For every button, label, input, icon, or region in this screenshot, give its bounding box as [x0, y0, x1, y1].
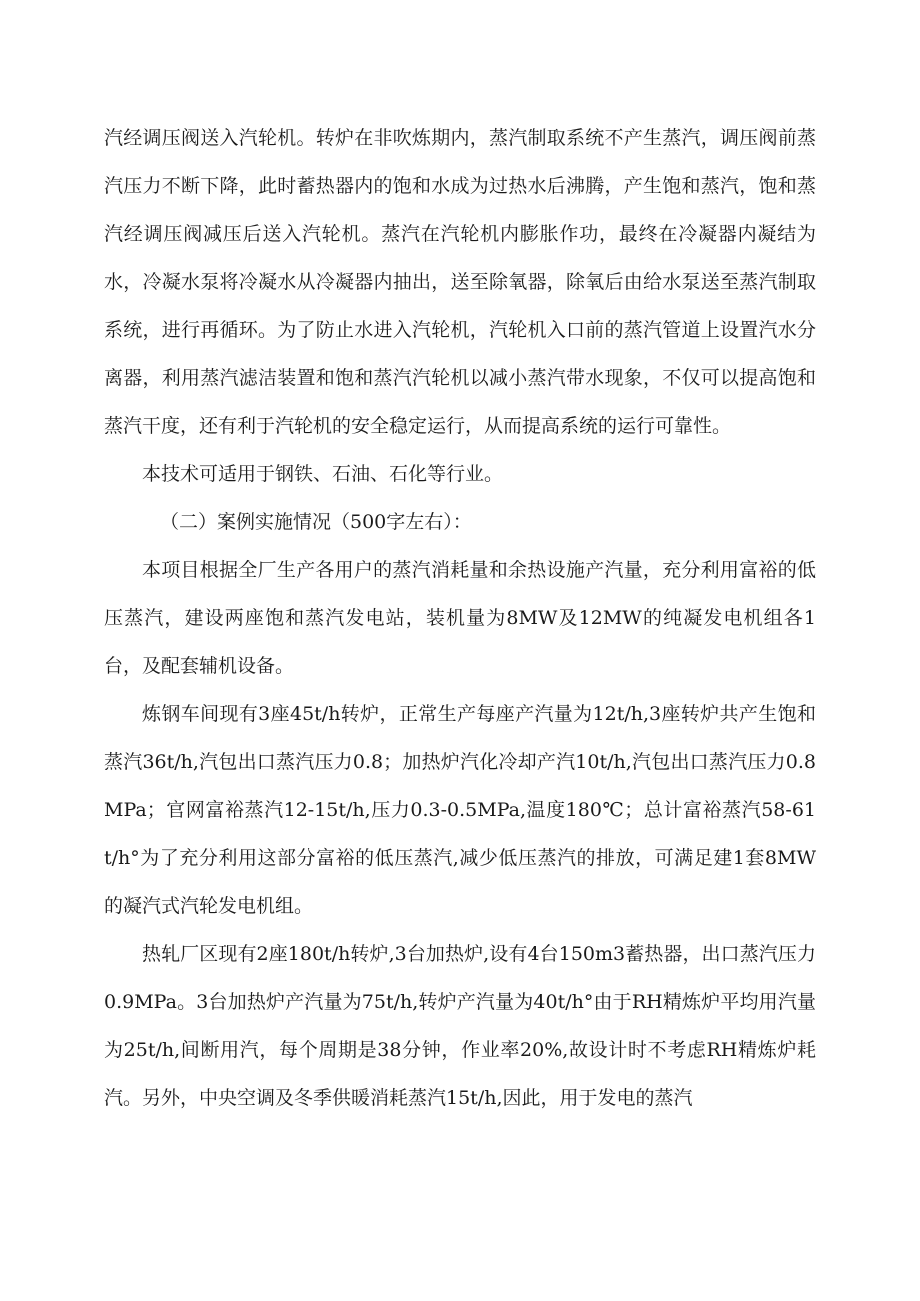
document-body [104, 114, 816, 1122]
paragraph-steam-turbine-process: 汽经调压阀送入汽轮机。转炉在非吹炼期内，蒸汽制取系统不产生蒸汽，调压阀前蒸汽压力不断下降，此时蓄热器内的饱和水成为过热水后沸腾，产生饱和蒸汽，饱和蒸汽经调压阀减压后送入汽轮机。蒸汽在汽轮机内膨胀作功，最终在冷凝器内凝结为水，冷凝水泵将冷凝水从冷凝器内抽出，送至除氧器，除氧后由给水泵送至蒸汽制取系统，进行再循环。为了防止水进入汽轮机，汽轮机入口前的蒸汽管道上设置汽水分离器，利用蒸汽滤洁装置和饱和蒸汽汽轮机以减小蒸汽带水现象，不仅可以提高饱和蒸汽干度，还有利于汽轮机的安全稳定运行，从而提高系统的运行可靠性。 [104, 127, 816, 437]
section-heading-case-implementation: （二）案例实施情况（500字左右）： [160, 511, 472, 533]
paragraph-applicable-industries: 本技术可适用于钢铁、石油、石化等行业。 [142, 463, 504, 485]
paragraph-project-overview: 本项目根据全厂生产各用户的蒸汽消耗量和余热设施产汽量，充分利用富裕的低压蒸汽，建设两座饱和蒸汽发电站，装机量为8MW及12MW的纯凝发电机组各1台，及配套辅机设备。 [104, 559, 816, 677]
paragraph-hot-rolling-plant: 热轧厂区现有2座180t/h转炉,3台加热炉,设有4台150m3蓄热器，出口蒸汽压力0.9MPa。3台加热炉产汽量为75t/h,转炉产汽量为40t/h°由于RH精炼炉平均用汽量为25t/h,间断用汽，每个周期是38分钟，作业率20%,故设计时不考虑RH精炼炉耗汽。另外，中央空调及冬季供暖消耗蒸汽15t/h,因此，用于发电的蒸汽 [104, 943, 816, 1109]
paragraph-steelmaking-workshop: 炼钢车间现有3座45t/h转炉，正常生产每座产汽量为12t/h,3座转炉共产生饱和蒸汽36t/h,汽包出口蒸汽压力0.8；加热炉汽化冷却产汽10t/h,汽包出口蒸汽压力0.8MPa；官网富裕蒸汽12-15t/h,压力0.3-0.5MPa,温度180℃；总计富裕蒸汽58-61t/h°为了充分利用这部分富裕的低压蒸汽,减少低压蒸汽的排放，可满足建1套8MW的凝汽式汽轮发电机组。 [104, 703, 816, 917]
